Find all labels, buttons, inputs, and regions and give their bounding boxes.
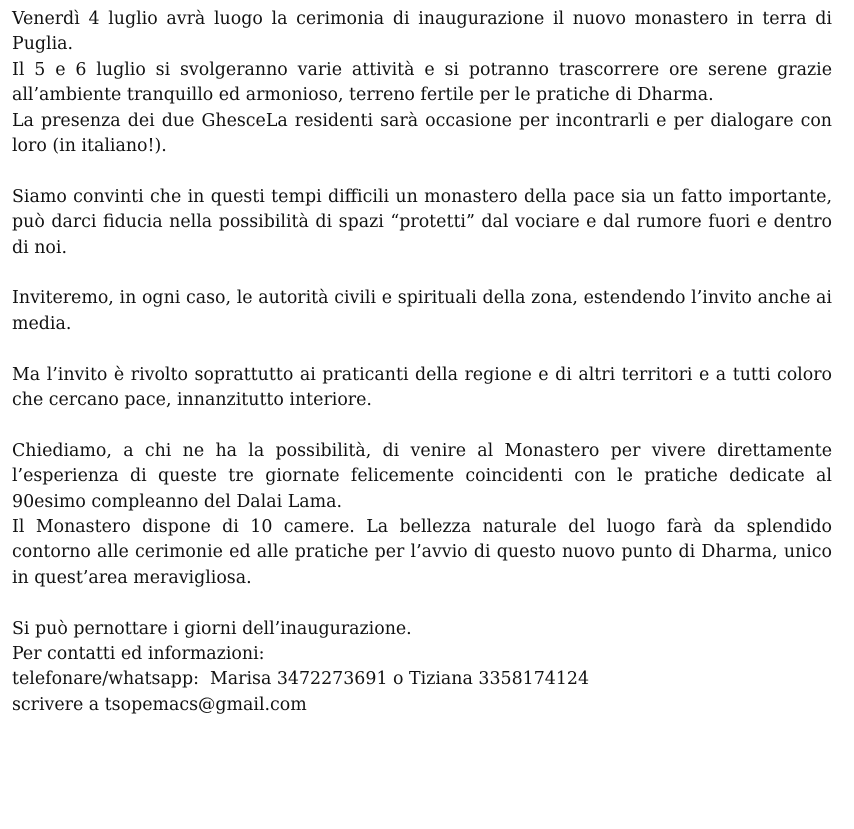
paragraph-contacts: [12, 617, 832, 719]
text-line: Il 5 e 6 luglio si svolgeranno varie attività e si potranno trascorrere ore serene grazie all’ambiente tranquillo ed armonioso, terreno fertile per le pratiche di Dharma.: [12, 59, 832, 106]
text-line: Ma l’invito è rivolto soprattutto ai praticanti della regione e di altri territori e a tutti coloro che cercano pace, innanzitutto interiore.: [12, 364, 832, 411]
text-line: Per contatti ed informazioni:: [12, 644, 265, 665]
contact-phone-line: telefonare/whatsapp: Marisa 3472273691 o Tiziana 3358174124: [12, 669, 590, 690]
text-line: La presenza dei due GhesceLa residenti sarà occasione per incontrarli e per dialogare con loro (in italiano!).: [12, 110, 832, 157]
paragraph-peace-monastery: [12, 185, 832, 261]
text-line: Chiediamo, a chi ne ha la possibilità, di venire al Monastero per vivere direttamente l’esperienza di queste tre giornate felicemente coincidenti con le pratiche dedicate al 90esimo compleanno del Dalai Lama.: [12, 440, 832, 512]
text-line: Siamo convinti che in questi tempi difficili un monastero della pace sia un fatto importante, può darci fiducia nella possibilità di spazi “protetti” dal vociare e dal rumore fuori e dentro di noi.: [12, 186, 832, 258]
paragraph-visit-monastery: [12, 439, 832, 591]
contact-email-line: scrivere a tsopemacs@gmail.com: [12, 694, 307, 715]
text-line: Il Monastero dispone di 10 camere. La bellezza naturale del luogo farà da splendido contorno alle cerimonie ed alle pratiche per l’avvio di questo nuovo punto di Dharma, unico in quest’area meravigliosa.: [12, 517, 832, 588]
text-line: Si può pernottare i giorni dell’inaugurazione.: [12, 618, 412, 639]
paragraph-inauguration: [12, 7, 832, 159]
paragraph-invitation: [12, 363, 832, 414]
text-line: Inviteremo, in ogni caso, le autorità civili e spirituali della zona, estendendo l’invito anche ai media.: [12, 288, 832, 334]
text-line: Venerdì 4 luglio avrà luogo la cerimonia di inaugurazione il nuovo monastero in terra di Puglia.: [12, 9, 832, 55]
paragraph-authorities: [12, 286, 832, 337]
